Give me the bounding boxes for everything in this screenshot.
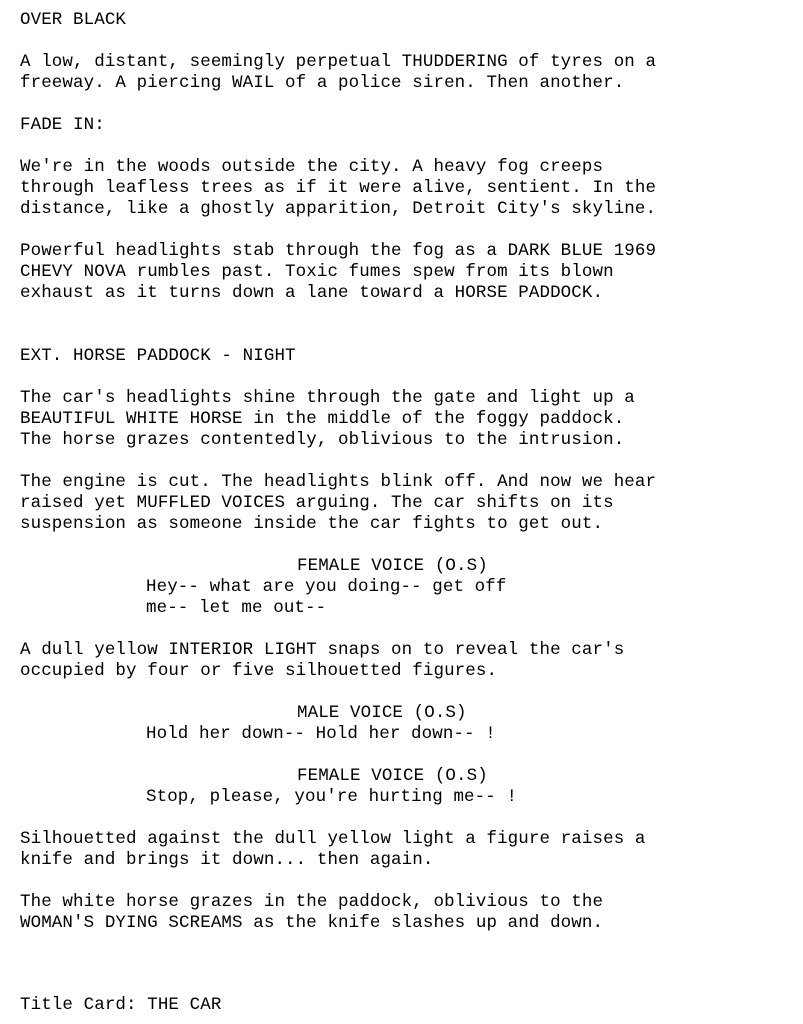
action-line: knife and brings it down... then again.	[20, 850, 434, 870]
action-line: BEAUTIFUL WHITE HORSE in the middle of the foggy paddock.	[20, 409, 625, 429]
action-line: occupied by four or five silhouetted figures.	[20, 661, 498, 681]
action-line: through leafless trees as if it were alive, sentient. In the	[20, 178, 657, 198]
dialogue-line: Hey-- what are you doing-- get off	[146, 577, 507, 597]
scene-heading: EXT. HORSE PADDOCK - NIGHT	[20, 346, 296, 366]
action-line: The engine is cut. The headlights blink off. And now we hear	[20, 472, 657, 492]
action-line: raised yet MUFFLED VOICES arguing. The car shifts on its	[20, 493, 614, 513]
action-line: The white horse grazes in the paddock, oblivious to the	[20, 892, 604, 912]
action-line: freeway. A piercing WAIL of a police siren. Then another.	[20, 73, 625, 93]
action-line: A low, distant, seemingly perpetual THUDDERING of tyres on a	[20, 52, 657, 72]
dialogue-line: me-- let me out--	[146, 598, 327, 618]
dialogue-line: Stop, please, you're hurting me-- !	[146, 787, 518, 807]
action-line: WOMAN'S DYING SCREAMS as the knife slashes up and down.	[20, 913, 604, 933]
action-line: distance, like a ghostly apparition, Detroit City's skyline.	[20, 199, 657, 219]
action-line: The horse grazes contentedly, oblivious to the intrusion.	[20, 430, 625, 450]
action-line: Powerful headlights stab through the fog as a DARK BLUE 1969	[20, 241, 657, 261]
character-name: MALE VOICE (O.S)	[297, 703, 467, 723]
dialogue-line: Hold her down-- Hold her down-- !	[146, 724, 496, 744]
transition-fade-in: FADE IN:	[20, 115, 105, 135]
action-line: suspension as someone inside the car fights to get out.	[20, 514, 604, 534]
action-line: We're in the woods outside the city. A heavy fog creeps	[20, 157, 604, 177]
transition-over-black: OVER BLACK	[20, 10, 127, 30]
action-line: Silhouetted against the dull yellow light a figure raises a	[20, 829, 646, 849]
action-line: A dull yellow INTERIOR LIGHT snaps on to reveal the car's	[20, 640, 625, 660]
character-name: FEMALE VOICE (O.S)	[297, 766, 488, 786]
action-line: exhaust as it turns down a lane toward a HORSE PADDOCK.	[20, 283, 604, 303]
action-line: CHEVY NOVA rumbles past. Toxic fumes spew from its blown	[20, 262, 614, 282]
title-card: Title Card: THE CAR	[20, 995, 222, 1015]
character-name: FEMALE VOICE (O.S)	[297, 556, 488, 576]
action-line: The car's headlights shine through the gate and light up a	[20, 388, 635, 408]
